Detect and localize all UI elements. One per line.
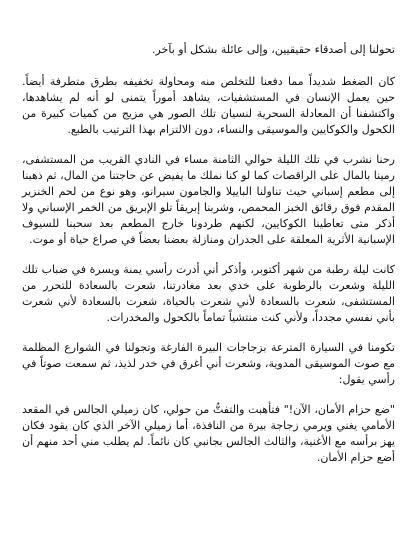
paragraph-4: كانت ليلة رطبة من شهر أكتوبر، وأذكر أني أدرت رأسي يمنة ويسرة في ضباب تلك الليلة وشعرت بالرطوبة على خدي بعد مغادرتنا، شعرت بالسعادة للتحرر من المستشفى، شعرت بالسعادة لأني شعرت بالحياة، شعرت بالسعادة لأني شعرت بأني نفسي مجدداً، ولأني كنت منتشياً تماماً بالكحول والمخدرات. bbox=[22, 263, 395, 324]
paragraph-1: تحولنا إلى أصدقاء حقيقيين، وإلى عائلة بشكل أو بآخر. bbox=[151, 43, 395, 56]
paragraph-2: كان الضغط شديداً مما دفعنا للتخلص منه ومحاولة تخفيفه بطرق متطرفة أيضاً. حين يعمل الإنسان في المستشفيات، يشاهد أموراً يتمنى لو أنه لم يشاهدها، واكتشفنا أن المعادلة السحرية لنسيان تلك الصور هي مزيج من كميات كبيرة من الكحول والكوكايين والموسيقى والنساء، دون الالتزام بهذا الترتيب بالطبع. bbox=[22, 75, 395, 136]
paragraph-6: "ضع حزام الأمان، الآن!" فتأهبت والتفتُّ من حولي، كان زميلي الجالس في المقعد الأمامي يغني ويرمي زجاجة بيرة من النافذة، أما زميلي الآخر الذي كان يقود فكان يهز برأسه مع الأغنية، والثالث الجالس بجانبي كان نائماً. لم يطلب مني أحد منهم أن أضع حزام الأمان. bbox=[22, 403, 395, 464]
paragraph-3: رحنا نشرب في تلك الليلة حوالي الثامنة مساء في النادي القريب من المستشفى، رمينا بالمال على الراقصات كما لو كنا نملك ما يفيض عن حاجتنا من المال، ثم ذهبنا إلى مطعم إسباني حيث تناولنا الباييلا والجامون سيرانو، وهو نوع من لحم الخنزير المقدم فوق رقائق الخبز المحمص، وشربنا إبريقاً تلو الإبريق من الخمر الإسباني ولا أذكر متى تعاطينا الكوكايين، لكنهم طردونا خارج المطعم بعد سحبنا للسيوف الإسبانية الأثرية المعلقة على الجدران ومنازلة بعضنا بعضاً في صراع حياة أو موت. bbox=[22, 153, 395, 246]
paragraph-5: تكومنا في السيارة المترعة بزجاجات البيرة الفارغة وتجولنا في الشوارع المظلمة مع صوت الموسيقى المدوية، وشعرت أني أغرق في خدر لذيذ، ثم سمعت صوتاً في رأسي يقول: bbox=[22, 341, 395, 386]
